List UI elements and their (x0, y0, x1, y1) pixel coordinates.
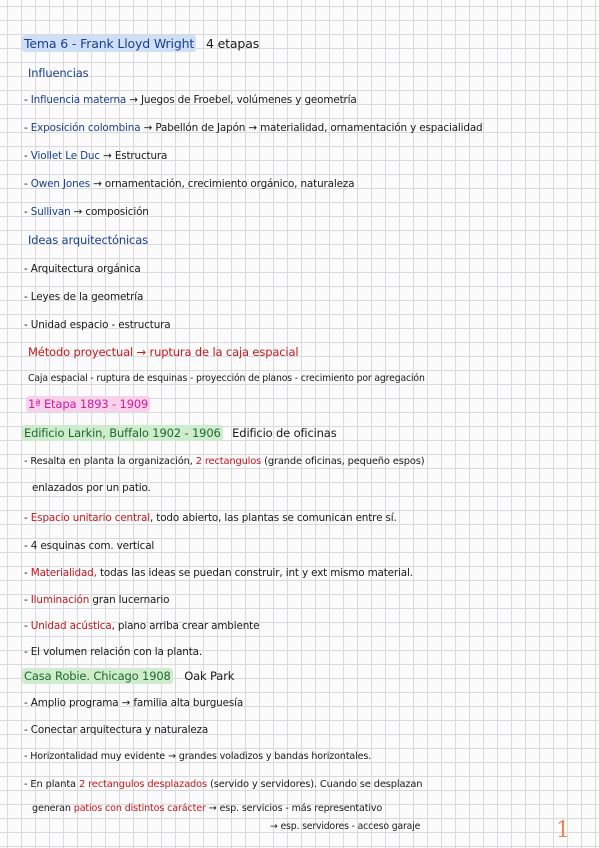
etapa-heading (26, 397, 150, 411)
influencia-term: Influencia materna (30, 94, 127, 106)
influencia-item: - Viollet Le Duc → Estructura (24, 150, 168, 162)
larkin-point: - Unidad acústica, piano arriba crear ambiente (24, 620, 260, 632)
influencia-item: - Influencia materna → Juegos de Froebel, volúmenes y geometría (24, 94, 357, 106)
robie-heading (22, 669, 234, 683)
etapa-label: 1ª Etapa 1893 - 1909 (28, 397, 149, 411)
influencia-text: Pabellón de Japón → materialidad, ornamentación y espacialidad (155, 122, 483, 134)
influencia-text: ornamentación, crecimiento orgánico, naturaleza (104, 178, 355, 190)
influencia-term: Sullivan (30, 206, 71, 218)
influencia-item: - Owen Jones → ornamentación, crecimiento orgánico, naturaleza (24, 178, 355, 190)
larkin-subtitle: Edificio de oficinas (232, 426, 337, 440)
influencia-text: Juegos de Froebel, volúmenes y geometría (140, 94, 357, 106)
larkin-title: Edificio Larkin, Buffalo 1902 - 1906 (24, 426, 221, 440)
influencia-text: composición (85, 206, 149, 218)
page-title: Tema 6 - Frank Lloyd Wright (24, 36, 195, 51)
larkin-point: - Materialidad, todas las ideas se puedan construir, int y ext mismo material. (24, 567, 413, 579)
idea-text: Leyes de la geometría (30, 291, 144, 303)
robie-title: Casa Robie. Chicago 1908 (24, 669, 171, 683)
idea-text: Arquitectura orgánica (30, 263, 141, 275)
robie-point-cont: generan patios con distintos carácter → esp. servicios - más representativo (32, 803, 383, 814)
robie-subtitle: Oak Park (184, 669, 235, 683)
influencias-heading: Influencias (28, 66, 89, 80)
metodo-heading: Método proyectual → ruptura de la caja espacial (28, 345, 299, 359)
influencia-term: Exposición colombina (30, 122, 141, 134)
larkin-point: - Iluminación gran lucernario (24, 594, 170, 606)
influencia-item: - Exposición colombina → Pabellón de Japón → materialidad, ornamentación y espacialidad (24, 122, 483, 134)
influencia-term: Viollet Le Duc (30, 150, 100, 162)
robie-point: - Amplio programa → familia alta burguesía (24, 697, 244, 709)
larkin-point-cont: enlazados por un patio. (32, 482, 151, 494)
larkin-point: - 4 esquinas com. vertical (24, 540, 155, 552)
influencia-item: - Sullivan → composición (24, 206, 149, 218)
larkin-point: - El volumen relación con la planta. (24, 646, 203, 658)
larkin-heading (22, 426, 337, 440)
robie-point: - En planta 2 rectangulos desplazados (servido y servidores). Cuando se desplazan (24, 779, 423, 790)
idea-text: Unidad espacio - estructura (30, 319, 171, 331)
robie-point: - Conectar arquitectura y naturaleza (24, 724, 209, 736)
title-line (22, 37, 259, 51)
robie-point-cont: → esp. servidores - acceso garaje (270, 821, 421, 832)
robie-point: - Horizontalidad muy evidente → grandes voladizos y bandas horizontales. (24, 751, 372, 762)
title-suffix: 4 etapas (205, 36, 260, 51)
idea-item: - Unidad espacio - estructura (24, 319, 171, 331)
larkin-point: - Resalta en planta la organización, 2 rectangulos (grande oficinas, pequeño espos) (24, 456, 425, 467)
larkin-point: - Espacio unitario central, todo abierto, las plantas se comunican entre sí. (24, 512, 397, 524)
idea-item: - Leyes de la geometría (24, 291, 144, 303)
page-number: 1 (556, 818, 570, 843)
idea-item: - Arquitectura orgánica (24, 263, 141, 275)
ideas-heading: Ideas arquitectónicas (28, 233, 148, 247)
metodo-detail: Caja espacial - ruptura de esquinas - proyección de planos - crecimiento por agregación (28, 373, 425, 384)
influencia-term: Owen Jones (30, 178, 91, 190)
influencia-text: Estructura (114, 150, 168, 162)
